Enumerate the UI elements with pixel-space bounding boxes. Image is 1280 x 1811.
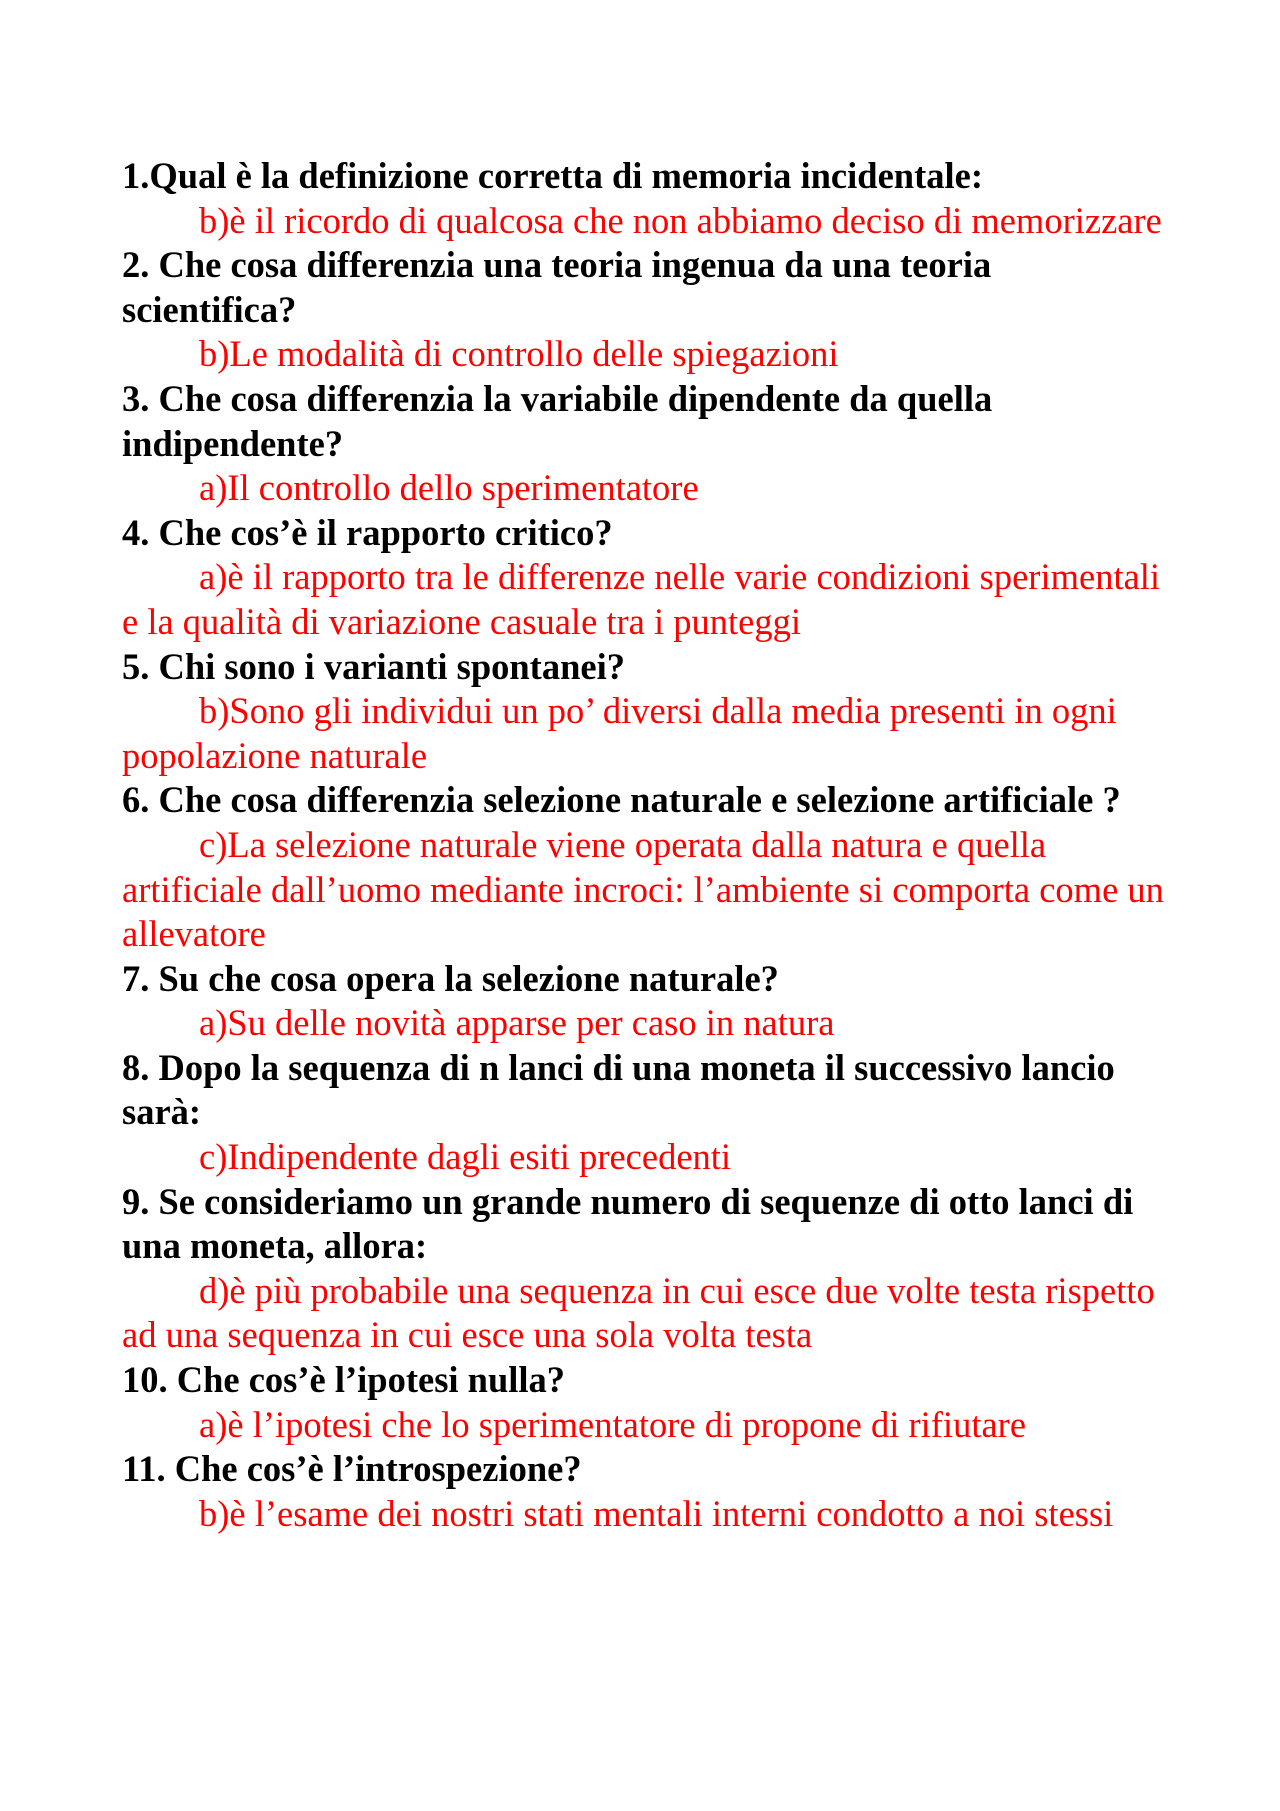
answer-text: a)è il rapporto tra le differenze nelle varie condizioni sperimentali e la qualità di variazione casuale tra i punteggi xyxy=(122,556,1161,642)
answer-text: b)Sono gli individui un po’ diversi dalla media presenti in ogni popolazione naturale xyxy=(122,690,1117,776)
question-item-7 xyxy=(122,957,1172,1046)
question-text: 7. Su che cosa opera la selezione naturale? xyxy=(122,957,779,999)
quiz-content xyxy=(122,154,1172,1536)
answer-text: b)è il ricordo di qualcosa che non abbiamo deciso di memorizzare xyxy=(199,199,1162,241)
question-text: 3. Che cosa differenzia la variabile dipendente da quella indipendente? xyxy=(122,377,993,464)
answer-text: c)Indipendente dagli esiti precedenti xyxy=(199,1136,732,1178)
question-item-10 xyxy=(122,1358,1172,1447)
question-item-5 xyxy=(122,645,1172,779)
question-text: 8. Dopo la sequenza di n lanci di una moneta il successivo lancio sarà: xyxy=(122,1046,1115,1133)
answer-text: a)è l’ipotesi che lo sperimentatore di propone di rifiutare xyxy=(199,1403,1027,1445)
question-text: 6. Che cosa differenzia selezione naturale e selezione artificiale ? xyxy=(122,779,1121,821)
answer-text: a)Il controllo dello sperimentatore xyxy=(199,467,699,509)
question-item-9 xyxy=(122,1180,1172,1358)
question-text: 10. Che cos’è l’ipotesi nulla? xyxy=(122,1359,566,1401)
question-text: 5. Chi sono i varianti spontanei? xyxy=(122,645,625,687)
question-item-8 xyxy=(122,1046,1172,1180)
question-item-1 xyxy=(122,154,1172,243)
answer-text: d)è più probabile una sequenza in cui esce due volte testa rispetto ad una sequenza in cui esce una sola volta testa xyxy=(122,1269,1155,1356)
answer-text: a)Su delle novità apparse per caso in natura xyxy=(199,1002,835,1044)
question-item-6 xyxy=(122,778,1172,956)
question-item-4 xyxy=(122,511,1172,645)
answer-text: c)La selezione naturale viene operata dalla natura e quella artificiale dall’uomo mediante incroci: l’ambiente si comporta come un allevatore xyxy=(122,823,1164,955)
question-text: 2. Che cosa differenzia una teoria ingenua da una teoria scientifica? xyxy=(122,244,992,330)
answer-text: b)è l’esame dei nostri stati mentali interni condotto a noi stessi xyxy=(199,1492,1114,1534)
question-item-3 xyxy=(122,377,1172,511)
question-text: 9. Se consideriamo un grande numero di sequenze di otto lanci di una moneta, allora: xyxy=(122,1180,1134,1267)
question-text: 4. Che cos’è il rapporto critico? xyxy=(122,511,613,553)
question-item-2 xyxy=(122,243,1172,377)
question-text: 1.Qual è la definizione corretta di memoria incidentale: xyxy=(122,155,983,196)
answer-text: b)Le modalità di controllo delle spiegazioni xyxy=(199,333,839,375)
question-text: 11. Che cos’è l’introspezione? xyxy=(122,1448,582,1490)
question-item-11 xyxy=(122,1447,1172,1536)
